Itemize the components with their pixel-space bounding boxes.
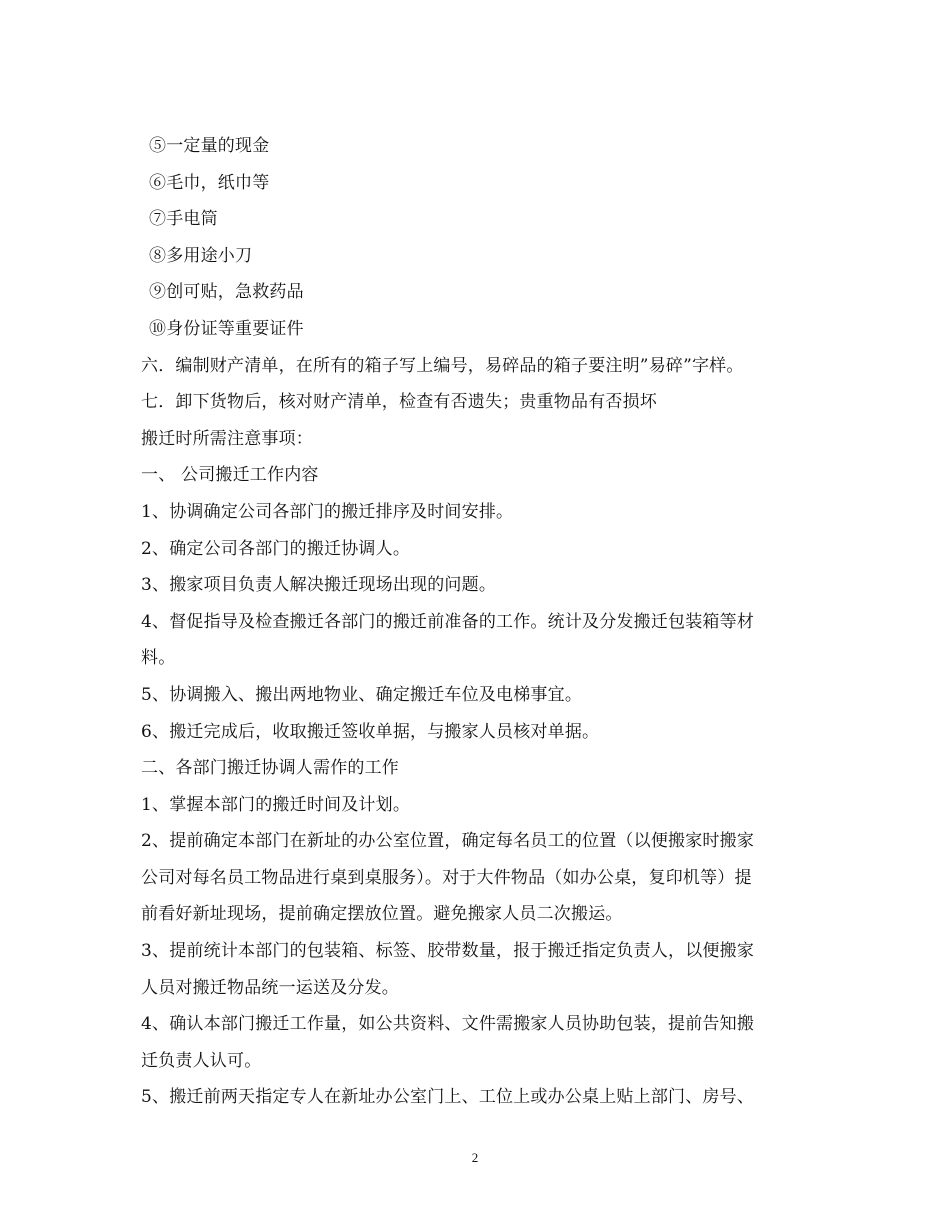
paragraph-line: 料。 (141, 648, 176, 669)
checklist-item: ⑦手电筒 (149, 209, 218, 230)
paragraph-line: 公司对每名员工物品进行桌到桌服务）。对于大件物品（如办公桌，复印机等）提 (141, 867, 752, 888)
checklist-item: ⑧多用途小刀 (149, 245, 253, 266)
paragraph-line: 七．卸下货物后，核对财产清单，检查有否遗失；贵重物品有否损坏 (141, 392, 657, 413)
paragraph-line: 前看好新址现场，提前确定摆放位置。避免搬家人员二次搬运。 (141, 904, 623, 925)
checklist-item: ⑩身份证等重要证件 (149, 318, 304, 339)
paragraph-line: 人员对搬迁物品统一运送及分发。 (141, 977, 399, 998)
checklist-item: ⑤一定量的现金 (149, 136, 270, 156)
document-body (141, 128, 821, 1116)
paragraph-line: 1、协调确定公司各部门的搬迁排序及时间安排。 (141, 501, 514, 522)
paragraph-line: 4、确认本部门搬迁工作量，如公共资料、文件需搬家人员协助包装，提前告知搬 (141, 1014, 755, 1035)
checklist-item: ⑨创可贴，急救药品 (149, 282, 304, 303)
paragraph-line: 6、搬迁完成后，收取搬迁签收单据，与搬家人员核对单据。 (141, 721, 600, 742)
page-number: 2 (471, 1150, 479, 1165)
paragraph-line: 3、提前统计本部门的包装箱、标签、胶带数量，报于搬迁指定负责人，以便搬家 (141, 941, 755, 962)
paragraph-line: 2、提前确定本部门在新址的办公室位置，确定每名员工的位置（以便搬家时搬家 (141, 831, 755, 852)
paragraph-line: 六．编制财产清单，在所有的箱子写上编号，易碎品的箱子要注明”易碎”字样。 (141, 355, 744, 376)
paragraph-line: 5、搬迁前两天指定专人在新址办公室门上、工位上或办公桌上贴上部门、房号、 (141, 1087, 755, 1108)
paragraph-line: 4、督促指导及检查搬迁各部门的搬迁前准备的工作。统计及分发搬迁包装箱等材 (141, 611, 755, 632)
section-heading: 搬迁时所需注意事项： (141, 428, 313, 449)
paragraph-line: 1、掌握本部门的搬迁时间及计划。 (141, 794, 411, 815)
section-heading: 二、各部门搬迁协调人需作的工作 (141, 758, 399, 779)
paragraph-line: 5、协调搬入、搬出两地物业、确定搬迁车位及电梯事宜。 (141, 684, 583, 705)
paragraph-line: 迁负责人认可。 (141, 1050, 262, 1071)
section-heading: 一、 公司搬迁工作内容 (141, 465, 319, 486)
paragraph-line: 2、确定公司各部门的搬迁协调人。 (141, 538, 411, 559)
paragraph-line: 3、搬家项目负责人解决搬迁现场出现的问题。 (141, 575, 497, 596)
checklist-item: ⑥毛巾，纸巾等 (149, 172, 270, 193)
